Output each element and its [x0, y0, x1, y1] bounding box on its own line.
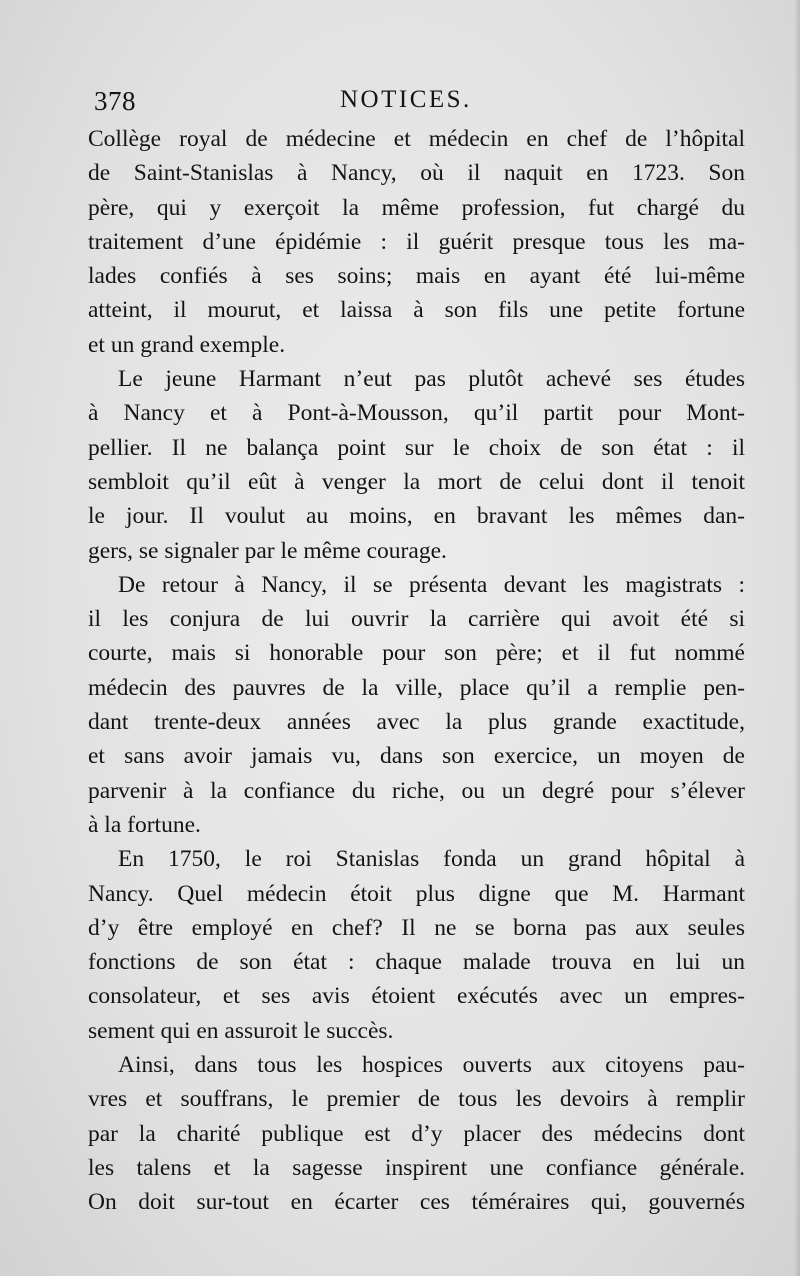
text-line: On doit sur-tout en écarter ces téméraires qui, gouvernés — [88, 1189, 745, 1216]
text-line: De retour à Nancy, il se présenta devant les magistrats : — [118, 571, 745, 598]
running-head — [94, 86, 744, 122]
text-line: dant trente-deux années avec la plus grande exactitude, — [88, 709, 745, 736]
text-line: à la fortune. — [88, 811, 201, 838]
text-line: En 1750, le roi Stanislas fonda un grand hôpital à — [118, 846, 745, 873]
text-line: courte, mais si honorable pour son père; et il fut nommé — [88, 640, 745, 667]
text-line: traitement d’une épidémie : il guérit presque tous les ma- — [88, 228, 745, 255]
paragraph — [88, 842, 745, 1048]
text-line: vres et souffrans, le premier de tous les devoirs à remplir — [88, 1086, 745, 1113]
text-line: les talens et la sagesse inspirent une confiance générale. — [88, 1154, 745, 1181]
text-line: pellier. Il ne balança point sur le choix de son état : il — [88, 434, 745, 461]
text-line: consolateur, et ses avis étoient exécutés avec un empres- — [88, 983, 745, 1010]
text-line: sement qui en assuroit le succès. — [88, 1017, 394, 1044]
text-line: Nancy. Quel médecin étoit plus digne que M. Harmant — [88, 880, 745, 907]
page-number: 378 — [94, 86, 136, 116]
paragraph — [88, 362, 745, 568]
running-title: NOTICES. — [340, 86, 472, 113]
text-line: Collège royal de médecine et médecin en chef de l’hôpital — [88, 126, 745, 152]
text-line: lades confiés à ses soins; mais en ayant été lui-même — [88, 263, 745, 290]
text-line: atteint, il mourut, et laissa à son fils une petite fortune — [88, 297, 745, 324]
text-line: parvenir à la confiance du riche, ou un degré pour s’élever — [88, 777, 745, 804]
text-line: par la charité publique est d’y placer des médecins dont — [88, 1120, 745, 1147]
text-line: Le jeune Harmant n’eut pas plutôt achevé ses études — [118, 366, 745, 393]
text-line: médecin des pauvres de la ville, place qu’il a remplie pen- — [88, 674, 745, 701]
paragraph — [88, 1048, 745, 1219]
text-line: et un grand exemple. — [88, 331, 286, 358]
text-line: Ainsi, dans tous les hospices ouverts aux citoyens pau- — [118, 1052, 745, 1079]
text-line: il les conjura de lui ouvrir la carrière qui avoit été si — [88, 606, 745, 633]
body-text — [88, 122, 745, 1220]
text-line: à Nancy et à Pont-à-Mousson, qu’il partit pour Mont- — [88, 400, 745, 427]
page-edge-shadow — [794, 0, 800, 1276]
paragraph — [88, 568, 745, 842]
text-line: de Saint-Stanislas à Nancy, où il naquit en 1723. Son — [88, 160, 745, 187]
text-line: sembloit qu’il eût à venger la mort de celui dont il tenoit — [88, 468, 745, 495]
text-line: père, qui y exerçoit la même profession, fut chargé du — [88, 194, 745, 221]
text-line: et sans avoir jamais vu, dans son exercice, un moyen de — [88, 743, 745, 770]
text-line: d’y être employé en chef? Il ne se borna pas aux seules — [88, 914, 745, 941]
text-line: fonctions de son état : chaque malade trouva en lui un — [88, 949, 745, 976]
text-line: gers, se signaler par le même courage. — [88, 537, 447, 564]
text-line: le jour. Il voulut au moins, en bravant les mêmes dan- — [88, 503, 745, 530]
paragraph — [88, 122, 745, 362]
